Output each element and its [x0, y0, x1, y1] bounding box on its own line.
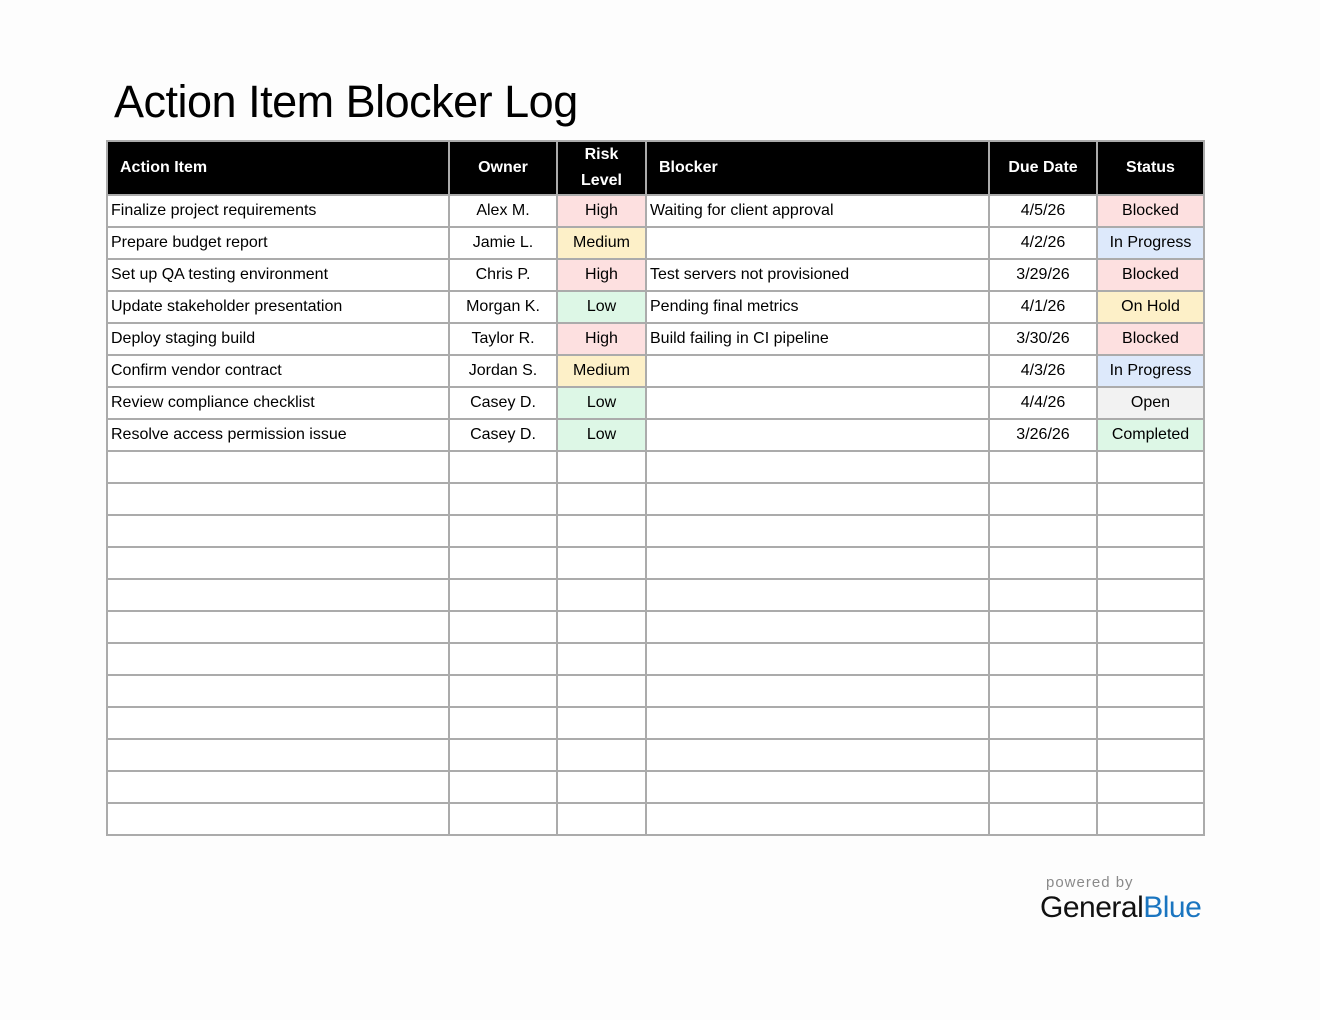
cell-blocker-empty[interactable]	[646, 675, 989, 707]
cell-action-item-empty[interactable]	[107, 739, 449, 771]
cell-due-date-empty[interactable]	[989, 483, 1097, 515]
brand-general: General	[1040, 891, 1144, 924]
cell-risk-level-empty[interactable]	[557, 739, 646, 771]
empty-table-row	[107, 579, 1204, 611]
table-row	[107, 419, 1204, 451]
cell-owner[interactable]: Alex M.	[449, 195, 557, 227]
brand-blue: Blue	[1143, 891, 1202, 924]
cell-blocker[interactable]: Build failing in CI pipeline	[646, 323, 989, 355]
cell-risk-level-empty[interactable]	[557, 675, 646, 707]
empty-table-row	[107, 451, 1204, 483]
empty-table-row	[107, 483, 1204, 515]
cell-action-item-empty[interactable]	[107, 451, 449, 483]
cell-status[interactable]: Blocked	[1097, 195, 1204, 227]
cell-due-date-empty[interactable]	[989, 515, 1097, 547]
cell-risk-level-empty[interactable]	[557, 611, 646, 643]
cell-owner-empty[interactable]	[449, 707, 557, 739]
column-header-due-date[interactable]: Due Date	[989, 141, 1097, 195]
cell-owner-empty[interactable]	[449, 547, 557, 579]
cell-action-item[interactable]: Confirm vendor contract	[107, 355, 449, 387]
cell-action-item-empty[interactable]	[107, 643, 449, 675]
cell-due-date-empty[interactable]	[989, 547, 1097, 579]
empty-table-row	[107, 643, 1204, 675]
cell-status[interactable]: Completed	[1097, 419, 1204, 451]
cell-risk-level[interactable]: Low	[557, 419, 646, 451]
cell-owner[interactable]: Casey D.	[449, 419, 557, 451]
cell-blocker-empty[interactable]	[646, 707, 989, 739]
column-header-owner[interactable]: Owner	[449, 141, 557, 195]
cell-due-date[interactable]: 4/5/26	[989, 195, 1097, 227]
cell-risk-level-empty[interactable]	[557, 707, 646, 739]
table-row	[107, 259, 1204, 291]
cell-due-date[interactable]: 4/2/26	[989, 227, 1097, 259]
cell-owner-empty[interactable]	[449, 611, 557, 643]
cell-action-item[interactable]: Review compliance checklist	[107, 387, 449, 419]
cell-blocker[interactable]	[646, 355, 989, 387]
cell-blocker[interactable]: Waiting for client approval	[646, 195, 989, 227]
empty-table-row	[107, 707, 1204, 739]
cell-blocker-empty[interactable]	[646, 547, 989, 579]
cell-due-date-empty[interactable]	[989, 579, 1097, 611]
cell-risk-level-empty[interactable]	[557, 547, 646, 579]
cell-risk-level[interactable]: Medium	[557, 355, 646, 387]
cell-owner-empty[interactable]	[449, 643, 557, 675]
cell-action-item-empty[interactable]	[107, 803, 449, 835]
cell-blocker-empty[interactable]	[646, 739, 989, 771]
cell-status[interactable]: Blocked	[1097, 323, 1204, 355]
cell-owner-empty[interactable]	[449, 483, 557, 515]
column-header-blocker[interactable]: Blocker	[646, 141, 989, 195]
cell-owner-empty[interactable]	[449, 675, 557, 707]
cell-status[interactable]: Blocked	[1097, 259, 1204, 291]
cell-due-date-empty[interactable]	[989, 451, 1097, 483]
empty-table-row	[107, 771, 1204, 803]
cell-owner[interactable]: Chris P.	[449, 259, 557, 291]
column-header-status[interactable]: Status	[1097, 141, 1204, 195]
cell-owner-empty[interactable]	[449, 771, 557, 803]
cell-risk-level-empty[interactable]	[557, 579, 646, 611]
empty-table-row	[107, 611, 1204, 643]
cell-blocker[interactable]	[646, 227, 989, 259]
cell-status-empty[interactable]	[1097, 611, 1204, 643]
generalblue-logo[interactable]	[1040, 891, 1210, 925]
table-row	[107, 291, 1204, 323]
cell-status[interactable]: On Hold	[1097, 291, 1204, 323]
cell-status-empty[interactable]	[1097, 515, 1204, 547]
cell-due-date-empty[interactable]	[989, 739, 1097, 771]
cell-owner[interactable]: Jordan S.	[449, 355, 557, 387]
cell-owner[interactable]: Taylor R.	[449, 323, 557, 355]
cell-action-item[interactable]: Resolve access permission issue	[107, 419, 449, 451]
cell-status-empty[interactable]	[1097, 483, 1204, 515]
cell-due-date-empty[interactable]	[989, 803, 1097, 835]
cell-due-date[interactable]: 3/29/26	[989, 259, 1097, 291]
cell-owner-empty[interactable]	[449, 579, 557, 611]
table-row	[107, 355, 1204, 387]
cell-blocker-empty[interactable]	[646, 803, 989, 835]
cell-blocker-empty[interactable]	[646, 643, 989, 675]
empty-table-row	[107, 739, 1204, 771]
cell-status[interactable]: In Progress	[1097, 227, 1204, 259]
cell-due-date-empty[interactable]	[989, 611, 1097, 643]
cell-owner-empty[interactable]	[449, 451, 557, 483]
cell-risk-level-empty[interactable]	[557, 643, 646, 675]
column-header-risk-level[interactable]	[557, 141, 646, 195]
cell-risk-level[interactable]: Low	[557, 291, 646, 323]
cell-risk-level[interactable]: Medium	[557, 227, 646, 259]
cell-risk-level[interactable]: High	[557, 259, 646, 291]
cell-status-empty[interactable]	[1097, 643, 1204, 675]
cell-action-item[interactable]: Update stakeholder presentation	[107, 291, 449, 323]
cell-due-date[interactable]: 4/3/26	[989, 355, 1097, 387]
table-row	[107, 195, 1204, 227]
cell-due-date-empty[interactable]	[989, 771, 1097, 803]
cell-action-item-empty[interactable]	[107, 707, 449, 739]
cell-action-item[interactable]: Set up QA testing environment	[107, 259, 449, 291]
cell-blocker-empty[interactable]	[646, 611, 989, 643]
cell-risk-level[interactable]: High	[557, 323, 646, 355]
cell-due-date[interactable]: 4/1/26	[989, 291, 1097, 323]
empty-table-row	[107, 675, 1204, 707]
cell-risk-level-empty[interactable]	[557, 483, 646, 515]
powered-by-footer	[1040, 874, 1210, 925]
table-header-row	[107, 141, 1204, 195]
cell-blocker[interactable]	[646, 419, 989, 451]
cell-blocker[interactable]	[646, 387, 989, 419]
cell-action-item-empty[interactable]	[107, 515, 449, 547]
cell-action-item-empty[interactable]	[107, 675, 449, 707]
table-row	[107, 227, 1204, 259]
cell-blocker[interactable]: Pending final metrics	[646, 291, 989, 323]
cell-owner[interactable]: Jamie L.	[449, 227, 557, 259]
cell-blocker-empty[interactable]	[646, 451, 989, 483]
column-header-action-item[interactable]: Action Item	[107, 141, 449, 195]
cell-owner-empty[interactable]	[449, 739, 557, 771]
cell-due-date[interactable]: 4/4/26	[989, 387, 1097, 419]
cell-action-item-empty[interactable]	[107, 611, 449, 643]
cell-status-empty[interactable]	[1097, 803, 1204, 835]
cell-action-item[interactable]: Deploy staging build	[107, 323, 449, 355]
cell-action-item-empty[interactable]	[107, 547, 449, 579]
cell-blocker-empty[interactable]	[646, 771, 989, 803]
cell-risk-level-empty[interactable]	[557, 803, 646, 835]
cell-risk-level-empty[interactable]	[557, 451, 646, 483]
blocker-log-table	[106, 140, 1205, 836]
empty-table-row	[107, 515, 1204, 547]
cell-status-empty[interactable]	[1097, 675, 1204, 707]
cell-due-date-empty[interactable]	[989, 643, 1097, 675]
cell-due-date[interactable]: 3/30/26	[989, 323, 1097, 355]
cell-status[interactable]: Open	[1097, 387, 1204, 419]
risk-level-label: Risk Level	[581, 146, 622, 189]
cell-blocker[interactable]: Test servers not provisioned	[646, 259, 989, 291]
cell-action-item[interactable]: Finalize project requirements	[107, 195, 449, 227]
cell-risk-level-empty[interactable]	[557, 515, 646, 547]
cell-owner-empty[interactable]	[449, 515, 557, 547]
cell-risk-level[interactable]: Low	[557, 387, 646, 419]
cell-blocker-empty[interactable]	[646, 483, 989, 515]
cell-risk-level-empty[interactable]	[557, 771, 646, 803]
page-title: Action Item Blocker Log	[114, 76, 578, 127]
cell-status-empty[interactable]	[1097, 739, 1204, 771]
cell-owner[interactable]: Casey D.	[449, 387, 557, 419]
cell-status-empty[interactable]	[1097, 547, 1204, 579]
powered-by-text: powered by	[1046, 874, 1134, 891]
cell-status[interactable]: In Progress	[1097, 355, 1204, 387]
cell-action-item-empty[interactable]	[107, 579, 449, 611]
empty-table-row	[107, 803, 1204, 835]
cell-risk-level[interactable]: High	[557, 195, 646, 227]
cell-due-date[interactable]: 3/26/26	[989, 419, 1097, 451]
cell-blocker-empty[interactable]	[646, 579, 989, 611]
table-row	[107, 323, 1204, 355]
cell-status-empty[interactable]	[1097, 451, 1204, 483]
cell-status-empty[interactable]	[1097, 707, 1204, 739]
cell-status-empty[interactable]	[1097, 771, 1204, 803]
cell-action-item-empty[interactable]	[107, 483, 449, 515]
cell-action-item[interactable]: Prepare budget report	[107, 227, 449, 259]
cell-action-item-empty[interactable]	[107, 771, 449, 803]
cell-owner-empty[interactable]	[449, 803, 557, 835]
cell-due-date-empty[interactable]	[989, 707, 1097, 739]
cell-blocker-empty[interactable]	[646, 515, 989, 547]
cell-due-date-empty[interactable]	[989, 675, 1097, 707]
table-row	[107, 387, 1204, 419]
cell-owner[interactable]: Morgan K.	[449, 291, 557, 323]
cell-status-empty[interactable]	[1097, 579, 1204, 611]
empty-table-row	[107, 547, 1204, 579]
